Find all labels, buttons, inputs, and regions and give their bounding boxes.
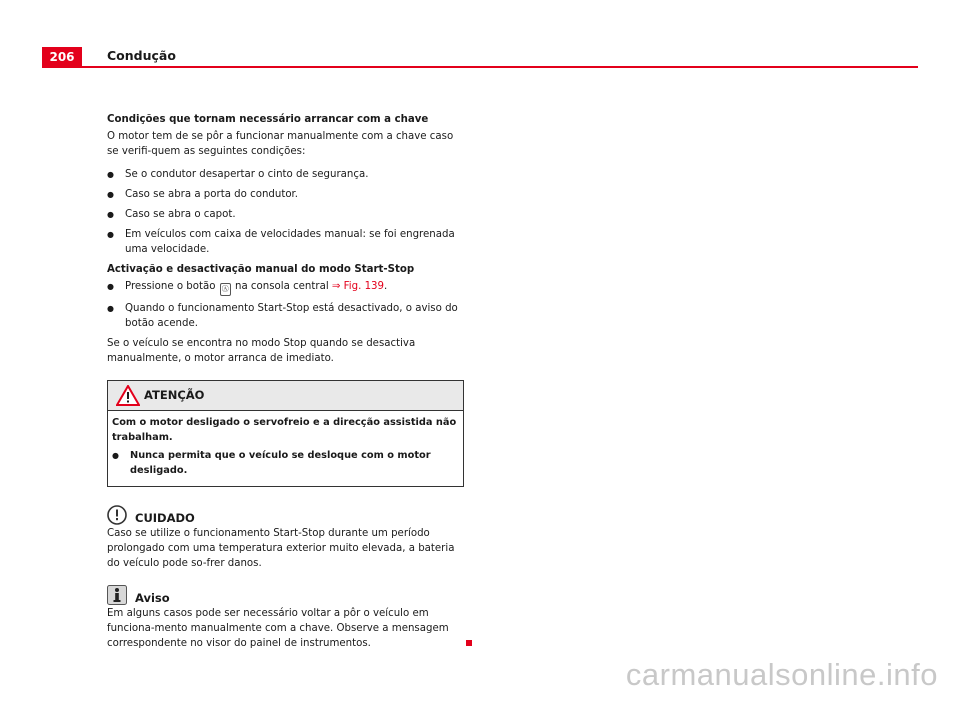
paragraph: Se o veículo se encontra no modo Stop quando se desactiva manualmente, o motor arranca de imediato. <box>107 338 416 364</box>
warning-body <box>108 411 463 486</box>
chapter-title: Condução <box>107 48 176 63</box>
warning-bullet: ● Nunca permita que o veículo se desloque com o motor desligado. <box>112 448 459 478</box>
note-text <box>107 606 464 651</box>
info-icon <box>107 585 127 605</box>
warning-title: ATENÇÃO <box>144 388 205 402</box>
punctuation: . <box>384 281 388 292</box>
section-end-marker <box>466 640 472 646</box>
exclamation-circle-icon <box>107 505 127 525</box>
warning-triangle-icon <box>116 385 140 406</box>
note-header <box>107 585 464 605</box>
caution-text: Caso se utilize o funcionamento Start-Stop durante um período prolongado com uma temperatura exterior muito elevada, a bateria do veículo pode so-frer danos. <box>107 528 455 569</box>
list-item: ● Quando o funcionamento Start-Stop está desactivado, o aviso do botão acende. <box>107 301 464 331</box>
list-item: ● Se o condutor desapertar o cinto de segurança. <box>107 167 464 182</box>
caution-title: CUIDADO <box>135 511 195 525</box>
warning-header <box>108 381 463 411</box>
warning-text: Com o motor desligado o servofreio e a direcção assistida não trabalham. <box>112 417 457 443</box>
section-heading-key-start: Condições que tornam necessário arrancar com a chave <box>107 114 429 125</box>
page-number: 206 <box>42 47 82 66</box>
bullet-text: na consola central <box>234 281 329 292</box>
caution-header <box>107 505 464 525</box>
note-body: Em alguns casos pode ser necessário voltar a pôr o veículo em funciona-mento manualmente com a chave. Observe a mensagem correspondente no visor do painel de instrumentos. <box>107 608 449 649</box>
list-item: ● Em veículos com caixa de velocidades manual: se foi engrenada uma velocidade. <box>107 227 464 257</box>
list-item: ● Caso se abra a porta do condutor. <box>107 187 464 202</box>
intro-paragraph: O motor tem de se pôr a funcionar manualmente com a chave caso se verifi-quem as seguintes condições: <box>107 131 454 157</box>
list-item: ● Caso se abra o capot. <box>107 207 464 222</box>
main-column <box>107 112 464 651</box>
watermark: carmanualsonline.info <box>625 657 938 692</box>
header-rule <box>42 66 918 68</box>
figure-link[interactable]: ⇒ Fig. 139 <box>331 281 385 292</box>
warning-box <box>107 380 464 487</box>
button-a-icon: Ⓐ <box>220 283 231 296</box>
bullet-text: Pressione o botão <box>125 281 216 292</box>
section-heading-start-stop: Activação e desactivação manual do modo Start-Stop <box>107 264 415 275</box>
list-item <box>107 279 464 296</box>
note-title: Aviso <box>135 591 170 605</box>
